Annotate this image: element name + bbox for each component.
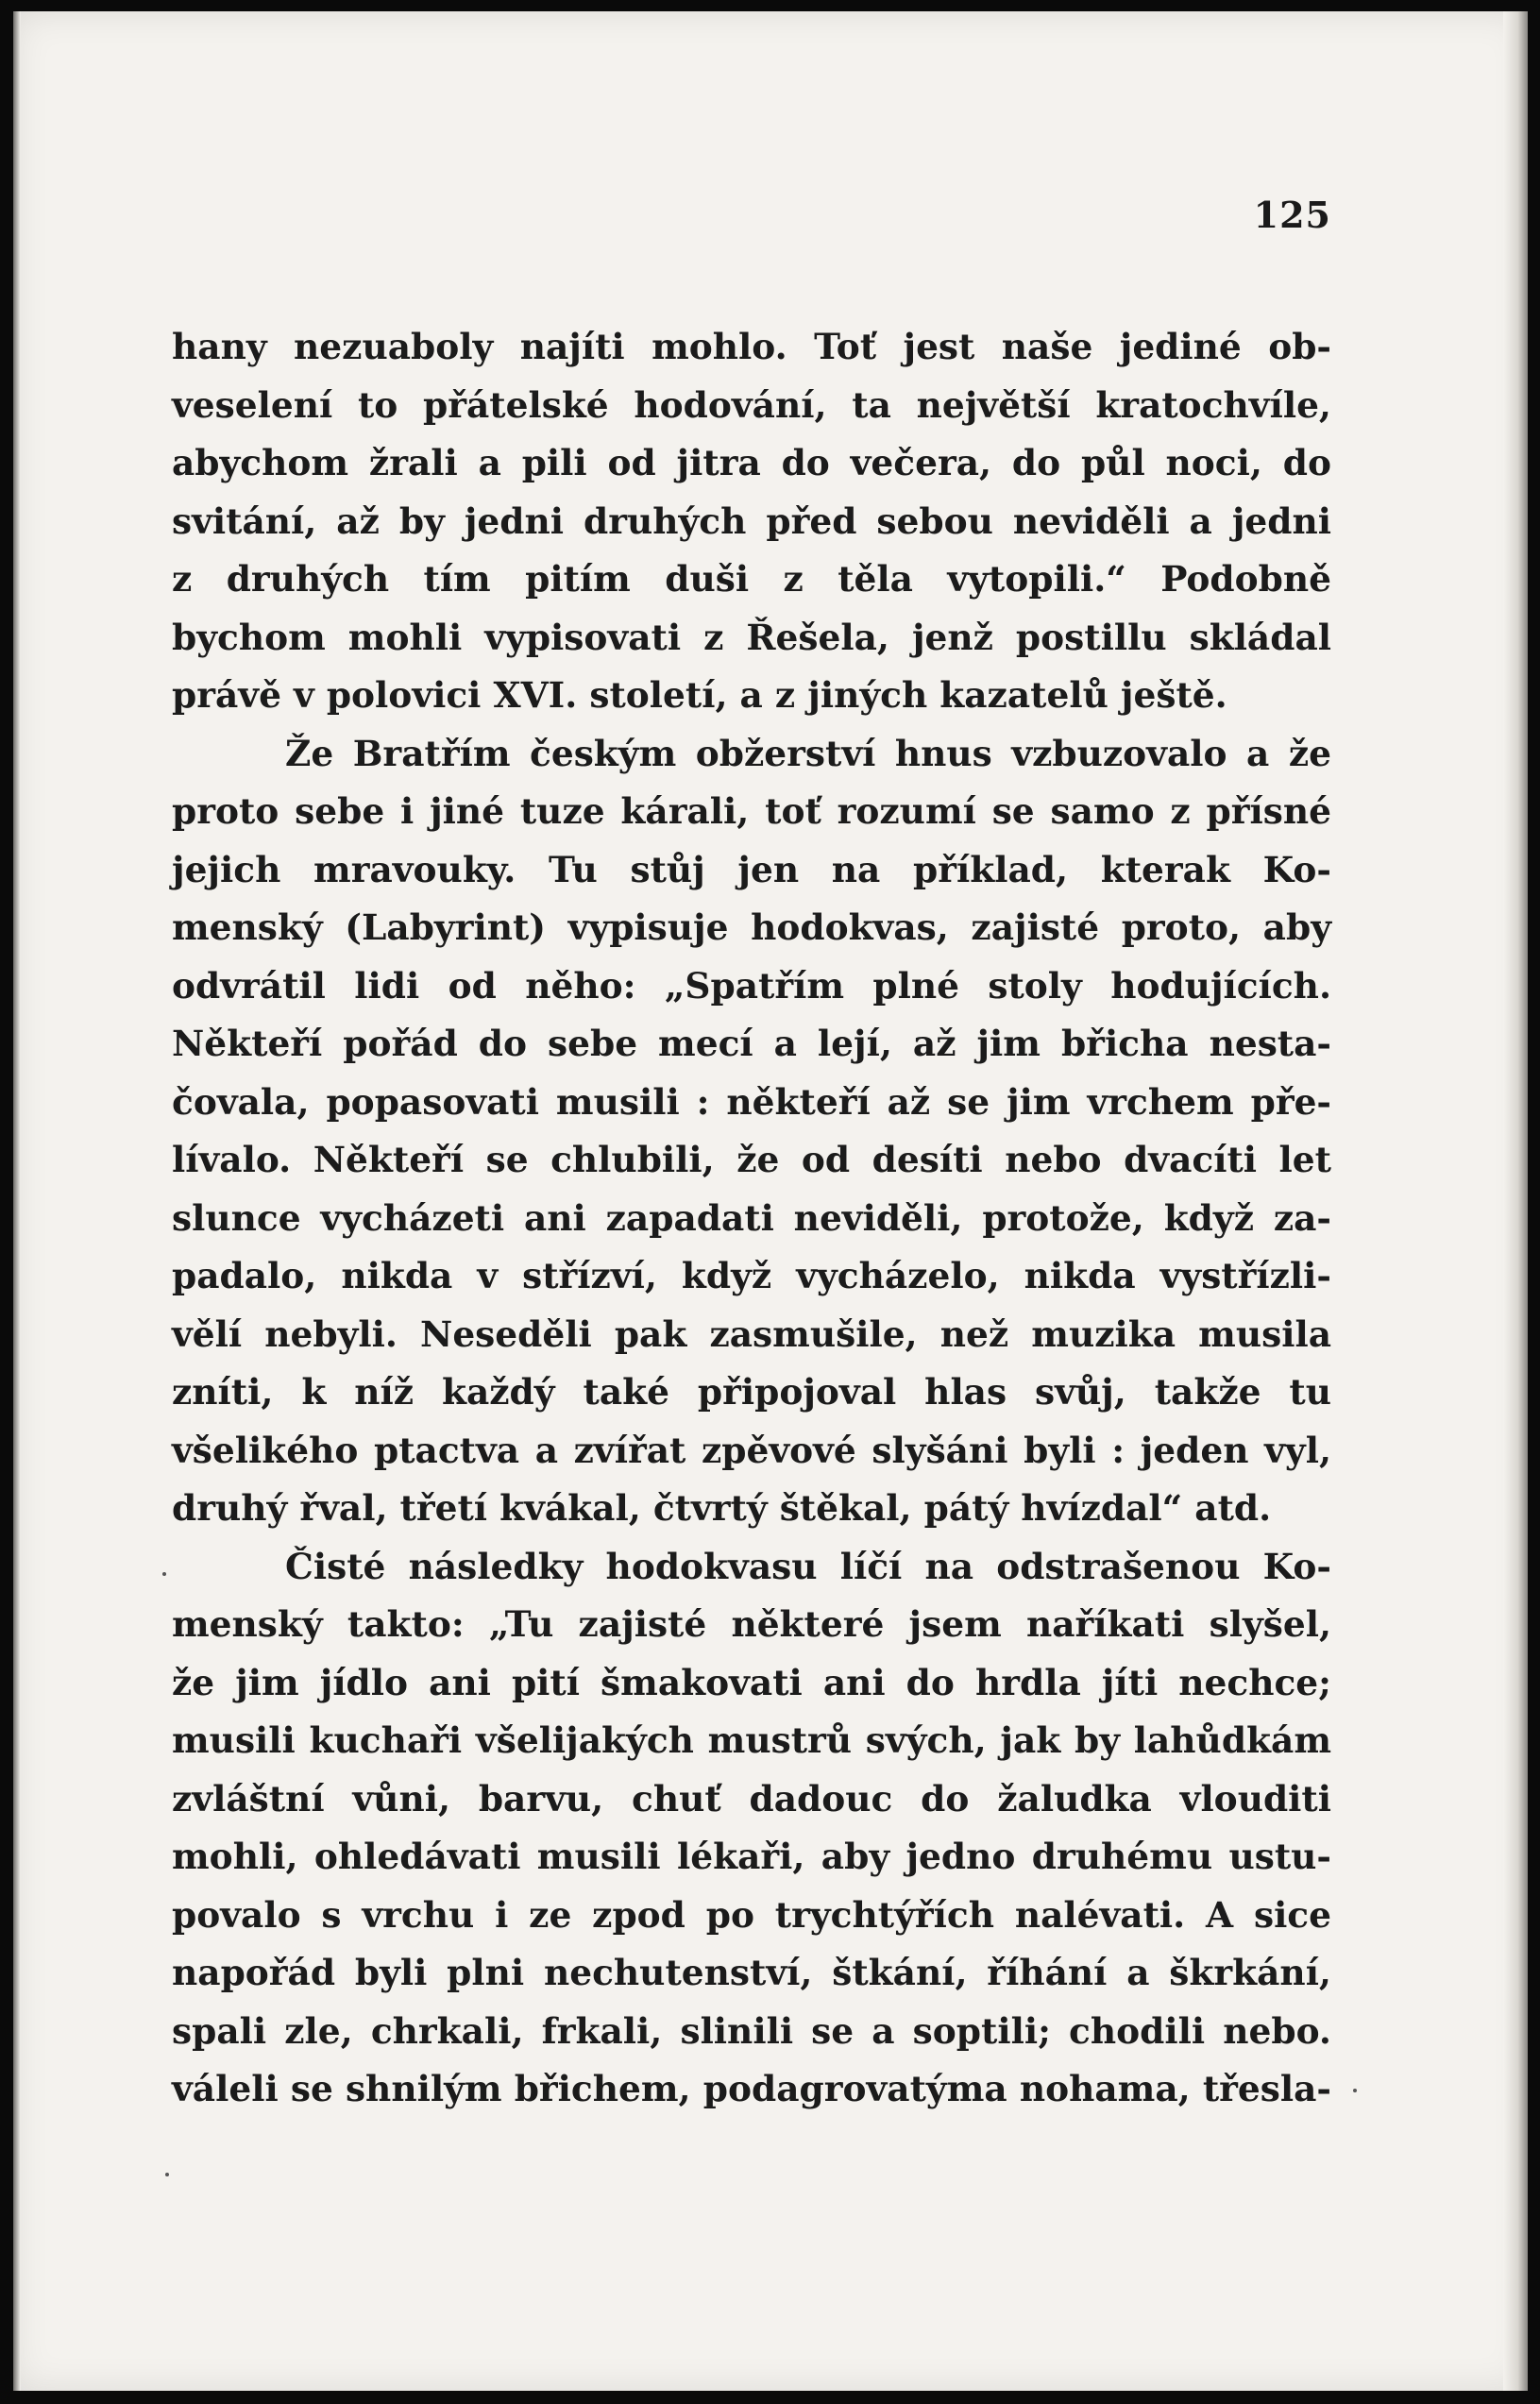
scan-speck: [162, 1572, 166, 1576]
text-line: napořád byli plni nechutenství, štkání, říhání a škrkání,: [172, 1952, 1331, 1993]
text-line: odvrátil lidi od něho: „Spatřím plné stoly hodujících.: [172, 964, 1331, 1007]
text-line: Čisté následky hodokvasu líčí na odstrašenou Ko-: [285, 1545, 1331, 1587]
page-left-edge: [13, 11, 21, 2391]
text-line: Někteří pořád do sebe mecí a lejí, až jim břicha nesta-: [172, 1023, 1331, 1064]
text-line: hany nezuaboly najíti mohlo. Toť jest naše jediné ob-: [172, 326, 1331, 367]
text-line: Že Bratřím českým obžerství hnus vzbuzovalo a že: [285, 732, 1331, 774]
text-line: všelikého ptactva a zvířat zpěvové slyšáni byli : jeden vyl,: [172, 1429, 1331, 1471]
page-number: 125: [1253, 194, 1331, 236]
text-line: čovala, popasovati musili : někteří až se jim vrchem pře-: [172, 1080, 1331, 1123]
text-line: proto sebe i jiné tuze kárali, toť rozumí se samo z přísné: [172, 790, 1331, 832]
text-line: zvláštní vůni, barvu, chuť dadouc do žaludka vlouditi: [172, 1777, 1331, 1820]
text-line: zníti, k níž každý také připojoval hlas svůj, takže tu: [172, 1371, 1331, 1413]
text-line: musili kuchaři všelijakých mustrů svých, jak by lahůdkám: [172, 1719, 1331, 1761]
text-line: spali zle, chrkali, frkali, slinili se a soptili; chodili nebo.: [172, 2009, 1331, 2052]
text-line: mohli, ohledávati musili lékaři, aby jedno druhému ustu-: [172, 1836, 1331, 1877]
text-line: lívalo. Někteří se chlubili, že od desíti nebo dvacíti let: [172, 1139, 1331, 1180]
text-line: z druhých tím pitím duši z těla vytopili.“ Podobně: [172, 558, 1331, 600]
scan-speck: [165, 2173, 169, 2176]
text-line: právě v polovici XVI. století, a z jiných kazatelů ještě.: [172, 674, 1227, 716]
text-line: že jim jídlo ani pití šmakovati ani do hrdla jíti nechce;: [172, 1661, 1331, 1703]
text-line: slunce vycházeti ani zapadati neviděli, protože, když za-: [172, 1196, 1331, 1239]
page-right-edge: [1503, 11, 1528, 2391]
text-line: padalo, nikda v střízví, když vycházelo, nikda vystřízli-: [172, 1255, 1331, 1296]
text-line: povalo s vrchu i ze zpod po trychtýřích nalévati. A sice: [172, 1893, 1331, 1936]
text-line: jejich mravouky. Tu stůj jen na příklad, kterak Ko-: [172, 848, 1331, 890]
text-line: menský takto: „Tu zajisté některé jsem naříkati slyšel,: [172, 1603, 1331, 1645]
scan-speck: [1353, 2089, 1357, 2092]
text-line: váleli se shnilým břichem, podagrovatýma nohama, třesla-: [172, 2068, 1331, 2109]
text-line: bychom mohli vypisovati z Řešela, jenž postillu skládal: [172, 616, 1331, 658]
text-line: druhý řval, třetí kvákal, čtvrtý štěkal, pátý hvízdal“ atd.: [172, 1487, 1272, 1529]
text-line: vělí nebyli. Neseděli pak zasmušile, než muzika musila: [172, 1312, 1331, 1355]
text-line: veselení to přátelské hodování, ta největší kratochvíle,: [172, 383, 1331, 426]
text-line: svitání, až by jedni druhých před sebou neviděli a jedni: [172, 499, 1331, 542]
text-line: menský (Labyrint) vypisuje hodokvas, zajisté proto, aby: [172, 906, 1331, 948]
text-line: abychom žrali a pili od jitra do večera, do půl noci, do: [172, 442, 1331, 483]
body-text: [172, 318, 1331, 2119]
